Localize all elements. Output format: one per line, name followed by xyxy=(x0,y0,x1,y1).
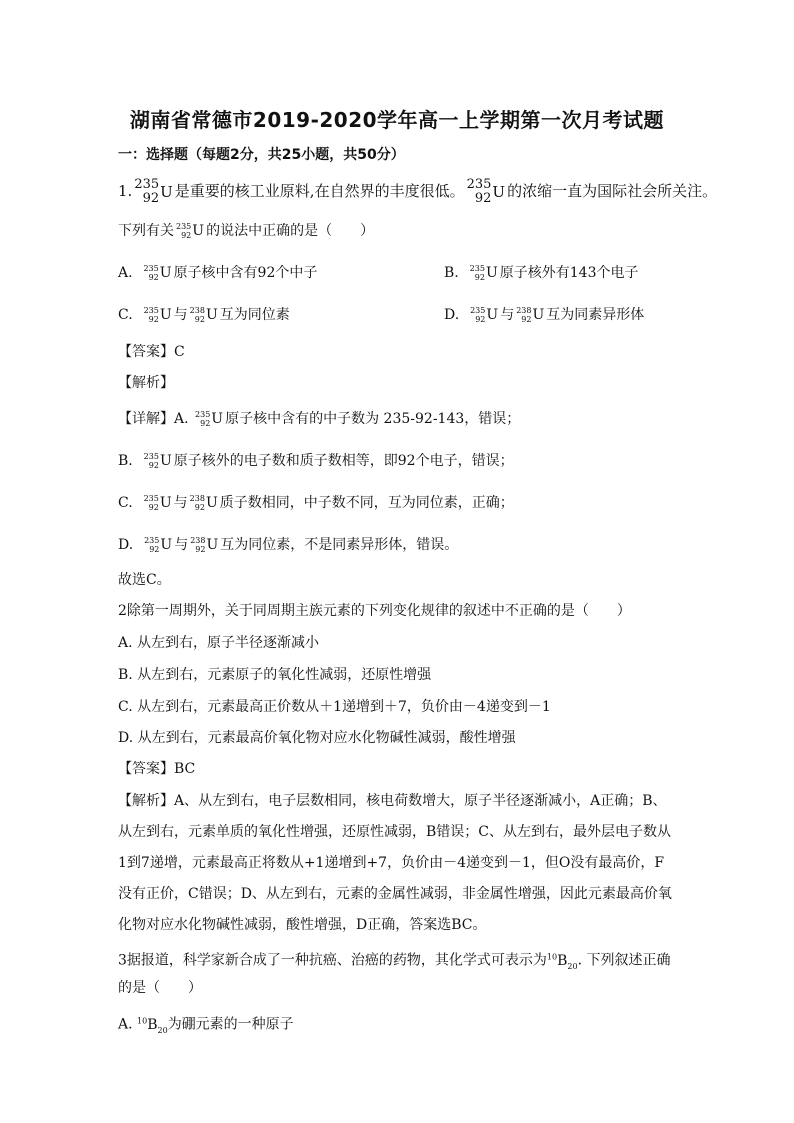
q2-option-c: C. 从左到右，元素最高正价数从＋1递增到＋7，负价由－4递变到－1 xyxy=(118,699,551,715)
nuclide-u235: 235 92 U xyxy=(143,452,172,470)
section-heading: 一：选择题（每题2分，共25小题，共50分） xyxy=(118,147,405,163)
q1-answer: 【答案】C xyxy=(118,344,185,360)
nuclide-u235: 235 92 U xyxy=(466,177,506,206)
question-number: 1. xyxy=(118,182,133,200)
q1-stem-line2: 下列有关 235 92 U 的说法中正确的是（ ） xyxy=(118,222,375,240)
q2-explanation-line1: 【解析】A、从左到右，电子层数相同，核电荷数增大，原子半径逐渐减小，A正确；B、 xyxy=(118,793,667,809)
page-title: 湖南省常德市2019-2020学年高一上学期第一次月考试题 xyxy=(129,108,665,132)
nuclide-u235: 235 92 U xyxy=(470,306,499,324)
nuclide-u238: 238 92 U xyxy=(516,306,545,324)
q2-stem: 2除第一周期外，关于同周期主族元素的下列变化规律的叙述中不正确的是（ ） xyxy=(118,603,631,619)
nuclide-u235: 235 92 U xyxy=(134,177,173,206)
q1-analysis-heading: 【解析】 xyxy=(118,375,174,391)
nuclide-u235: 235 92 U xyxy=(143,494,172,512)
q1-option-d: D. 235 92 U 与 238 92 U 互为同素异形体 xyxy=(444,306,645,324)
q1-conclusion: 故选C。 xyxy=(118,572,171,588)
q2-answer: 【答案】BC xyxy=(118,761,196,777)
nuclide-u235: 235 92 U xyxy=(143,264,172,282)
nuclide-u235: 235 92 U xyxy=(143,306,172,324)
nuclide-u235: 235 92 U xyxy=(144,536,173,554)
q1-detail-c: C. 235 92 U 与 238 92 U 质子数相同，中子数不同，互为同位素，正确； xyxy=(118,494,514,512)
nuclide-u238: 238 92 U xyxy=(189,306,218,324)
nuclide-u235: 235 92 U xyxy=(469,264,498,282)
q1-detail-d: D. 235 92 U 与 238 92 U 互为同位素，不是同素异形体，错误。 xyxy=(118,536,459,554)
nuclide-u235: 235 92 U xyxy=(176,222,205,240)
q2-explanation-line4: 没有正价，C错误；D、从左到右，元素的金属性减弱，非金属性增强，因此元素最高价氧 xyxy=(118,886,672,902)
nuclide-u238: 238 92 U xyxy=(189,494,218,512)
q3-option-a: A. $^{10}B_{20}$为硼元素的一种原子 xyxy=(118,1016,294,1035)
q1-detail-a: 【详解】A. 235 92 U 原子核中含有的中子数为 235-92-143，错误； xyxy=(118,410,521,428)
q1-option-a: A. 235 92 U 原子核中含有92个中子 xyxy=(118,264,318,282)
q1-option-c: C. 235 92 U 与 238 92 U 互为同位素 xyxy=(118,306,290,324)
q1-detail-b: B. 235 92 U 原子核外的电子数和质子数相等，即92个电子，错误； xyxy=(118,452,514,470)
nuclide-u235: 235 92 U xyxy=(195,410,224,428)
q3-stem-line2: 的是（ ） xyxy=(118,980,202,996)
q2-explanation-line2: 从左到右，元素单质的氧化性增强，还原性减弱，B错误；C、从左到右，最外层电子数从 xyxy=(118,824,671,840)
q2-option-d: D. 从左到右，元素最高价氧化物对应水化物碱性减弱，酸性增强 xyxy=(118,730,516,746)
q2-explanation-line3: 1到7递增，元素最高正将数从+1递增到+7，负价由－4递变到－1，但O没有最高价，F xyxy=(118,855,665,871)
q1-stem-line1: 1. 235 92 U 是重要的核工业原料,在自然界的丰度很低。 235 92 U 的浓缩一直为国际社会所关注。 xyxy=(118,177,718,206)
q2-option-a: A. 从左到右，原子半径逐渐减小 xyxy=(118,635,320,651)
q2-option-b: B. 从左到右，元素原子的氧化性减弱，还原性增强 xyxy=(118,667,432,683)
q3-stem-line1: 3据报道，科学家新合成了一种抗癌、治癌的药物，其化学式可表示为$^{10}B_{20}$. 下列叙述正确 xyxy=(118,952,671,971)
q2-explanation-line5: 化物对应水化物碱性减弱，酸性增强，D正确，答案选BC。 xyxy=(118,917,487,933)
nuclide-u238: 238 92 U xyxy=(190,536,219,554)
q1-option-b: B. 235 92 U 原子核外有143个电子 xyxy=(444,264,639,282)
formula-b20: $^{10}B_{20}$ xyxy=(137,1016,168,1035)
formula-b20: $^{10}B_{20}$ xyxy=(546,952,578,971)
